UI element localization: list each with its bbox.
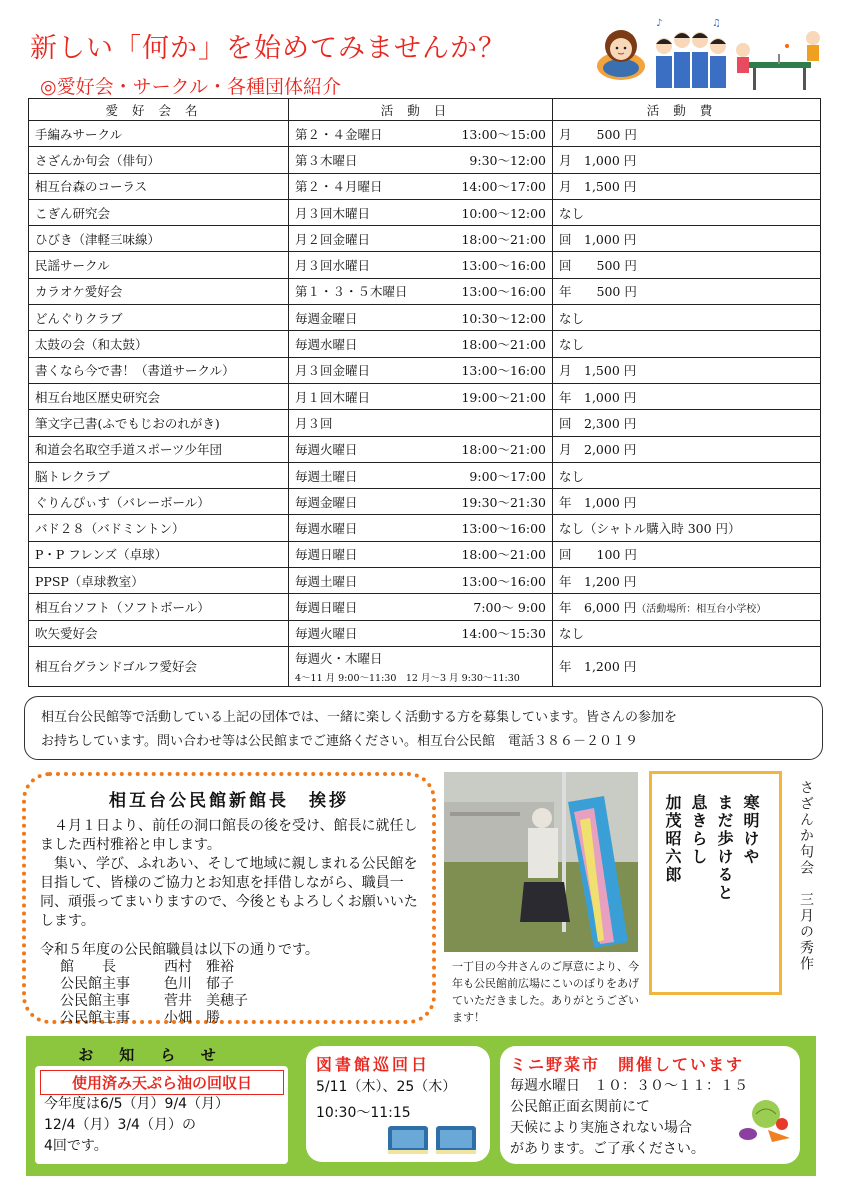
activity-day [289,121,553,147]
table-row [29,410,821,436]
activity-day [289,620,553,646]
activity-day-text: 月３回水曜日 [295,258,371,274]
haiku-line: 息きらし [689,794,708,866]
activity-time: 13:00～16:00 [461,521,546,537]
activity-fee: なし（シャトル購入時 300 円） [553,515,821,541]
activity-day [289,383,553,409]
table-row [29,436,821,462]
header-activity-day: 活動日 [289,99,553,121]
table-row [29,594,821,620]
photo-caption: 一丁目の今井さんのご厚意により、今年も公民館前広場にこいのぼりをあげていただきました。ありがとうございます！ [452,960,639,1024]
club-name: 民謡サークル [29,252,289,278]
table-row [29,147,821,173]
activity-time: 13:00～16:00 [461,258,546,274]
table-row [29,515,821,541]
club-name: カラオケ愛好会 [29,278,289,304]
staff-row: 公民館主事 小畑 勝 [60,1010,220,1026]
recruit-line: お持ちしています。問い合わせ等は公民館までご連絡ください。相互台公民館 電話３８６－２０１９ [41,734,638,749]
activity-time: 13:00～16:00 [461,363,546,379]
table-row [29,305,821,331]
club-name: PPSP（卓球教室） [29,568,289,594]
oshirase-title: お知らせ [78,1046,242,1064]
club-name: 相互台地区歴史研究会 [29,383,289,409]
activity-time: 9:30～12:00 [469,152,546,168]
activity-day [289,147,553,173]
books-icon [384,1120,482,1156]
activity-fee: 月 1,000 円 [553,147,821,173]
club-name: 脳トレクラブ [29,462,289,488]
haiku-author: 加茂昭六郎 [663,794,682,884]
club-name: 相互台森のコーラス [29,173,289,199]
activity-day [289,226,553,252]
haiku-line: 寒明けや [741,794,760,866]
daruma-doll-illustration [593,22,649,82]
activity-fee: 月 500 円 [553,121,821,147]
activity-day [289,568,553,594]
club-name: P・P フレンズ（卓球） [29,541,289,567]
activity-fee: 回 500 円 [553,252,821,278]
activity-time: 7:00～ 9:00 [473,599,546,615]
table-row [29,199,821,225]
table-row [29,620,821,646]
oil-collection-title: 使用済み天ぷら油の回収日 [40,1070,284,1095]
vegetable-market-body: 毎週水曜日 １０：３０～１１：１５ 公民館正面玄関前にて 天候により実施されない場合 があります。ご了承ください。 [510,1078,748,1157]
activity-day-text: 月３回木曜日 [295,205,371,221]
club-name: どんぐりクラブ [29,305,289,331]
activity-time: 19:30～21:30 [461,494,546,510]
activity-day-text: 毎週金曜日 [295,310,358,326]
activity-day-text: 毎週金曜日 [295,494,358,510]
club-table [28,98,821,687]
activity-time: 18:00～21:00 [461,337,546,353]
table-row [29,121,821,147]
club-name: 相互台グランドゴルフ愛好会 [29,646,289,686]
activity-day [289,594,553,620]
activity-day [289,173,553,199]
activity-day [289,515,553,541]
activity-day-text: 毎週土曜日 [295,573,358,589]
table-row [29,331,821,357]
club-name: 筆文字己書(ふでもじおのれがき) [29,410,289,436]
activity-day-text: 月３回 [295,415,333,431]
vegetable-market-title: ミニ野菜市 開催しています [510,1055,745,1074]
activity-fee: 年 1,000 円 [553,383,821,409]
activity-fee: 年 1,200 円 [553,646,821,686]
activity-fee: 年 1,200 円 [553,568,821,594]
table-row [29,568,821,594]
section-subhead: ◎愛好会・サークル・各種団体紹介 [40,76,342,98]
activity-time: 19:00～21:00 [461,389,546,405]
activity-day [289,278,553,304]
table-row [29,252,821,278]
koinobori-photo [444,772,638,952]
activity-fee: 年 500 円 [553,278,821,304]
activity-day-text: 毎週火曜日 [295,626,358,642]
club-name: ひびき（津軽三味線） [29,226,289,252]
header-club-name: 愛好会名 [29,99,289,121]
haiku-caption: さざんか句会 三月の秀作 [798,780,814,972]
activity-time: 9:00～17:00 [469,468,546,484]
activity-fee: なし [553,462,821,488]
activity-day [289,331,553,357]
staff-heading: 令和５年度の公民館職員は以下の通りです。 [40,942,319,958]
activity-day-text: 毎週水曜日 [295,521,358,537]
staff-row: 公民館主事 菅井 美穂子 [60,993,248,1009]
activity-day [289,541,553,567]
director-greeting [22,772,436,1024]
activity-fee: なし [553,620,821,646]
activity-day [289,436,553,462]
greeting-paragraph: 集い、学び、ふれあい、そして地域に親しまれる公民館を目指して、皆様のご協力とお知恵を拝借しながら、職員一同、頑張ってまいりますので、今後ともよろしくお願いいたします。 [40,856,418,929]
activity-fee: 回 1,000 円 [553,226,821,252]
activity-note: （活動場所：相互台小学校） [636,603,767,615]
haiku-text [659,794,763,902]
activity-day [289,489,553,515]
table-tennis-illustration [733,26,825,96]
activity-time: 18:00～21:00 [461,442,546,458]
oil-collection-body: 今年度は6/5（月）9/4（月） 12/4（月）3/4（月）の 4回です。 [44,1096,230,1154]
club-name: ぐりんぴぃす（バレーボール） [29,489,289,515]
activity-time: 13:00～15:00 [461,126,546,142]
activity-day-text: 月２回金曜日 [295,231,371,247]
activity-time: 10:30～12:00 [461,310,546,326]
activity-fee: 年 1,000 円 [553,489,821,515]
activity-fee: 回 2,300 円 [553,410,821,436]
activity-day-text: 毎週土曜日 [295,468,358,484]
activity-day [289,462,553,488]
activity-fee: 月 2,000 円 [553,436,821,462]
library-title: 図書館巡回日 [316,1055,431,1074]
activity-day-text: 毎週日曜日 [295,599,358,615]
header-fee: 活動費 [553,99,821,121]
activity-day-text: 月１回木曜日 [295,389,371,405]
recruit-notice [24,696,823,760]
activity-time: 13:00～16:00 [461,284,546,300]
activity-day-text: 第３木曜日 [295,152,358,168]
activity-day [289,357,553,383]
table-row [29,462,821,488]
table-row [29,173,821,199]
activity-fee: 月 1,500 円 [553,357,821,383]
activity-day [289,410,553,436]
activity-fee: なし [553,305,821,331]
activity-day-text: 毎週火曜日 [295,442,358,458]
club-name: 吹矢愛好会 [29,620,289,646]
table-row [29,357,821,383]
activity-fee: 年 6,000 円（活動場所：相互台小学校） [553,594,821,620]
activity-day-sub: 4～11 月 9:00～11:30 12 月～3 月 9:30～11:30 [295,672,520,684]
activity-day [289,252,553,278]
activity-day-text: 毎週日曜日 [295,547,358,563]
recruit-line: 相互台公民館等で活動している上記の団体では、一緒に楽しく活動する方を募集しています。皆さんの参加を [41,710,677,725]
activity-fee: 月 1,500 円 [553,173,821,199]
club-name: さざんか句会（俳句） [29,147,289,173]
staff-list [60,959,418,1027]
club-name: 手編みサークル [29,121,289,147]
activity-day-main: 毎週火・木曜日 [295,650,383,666]
club-name: 和道会名取空手道スポーツ少年団 [29,436,289,462]
club-name: 書くなら今で書！（書道サークル） [29,357,289,383]
svg-text:♫: ♫ [712,18,721,29]
activity-time: 18:00～21:00 [461,547,546,563]
activity-day [289,646,553,686]
activity-day-text: 第１・３・５木曜日 [295,284,408,300]
table-row [29,226,821,252]
table-row [29,278,821,304]
table-row [29,646,821,686]
activity-day-text: 毎週水曜日 [295,337,358,353]
activity-day-text: 月３回金曜日 [295,363,371,379]
activity-day [289,305,553,331]
activity-time: 14:00～17:00 [461,179,546,195]
activity-time: 18:00～21:00 [461,231,546,247]
table-row [29,541,821,567]
svg-text:♪: ♪ [656,18,663,29]
staff-row: 公民館主事 色川 郁子 [60,976,234,992]
club-name: 太鼓の会（和太鼓） [29,331,289,357]
table-header-row [29,99,821,121]
activity-time: 10:00～12:00 [461,205,546,221]
activity-time: 14:00～15:30 [461,626,546,642]
activity-day-text: 第２・４月曜日 [295,179,383,195]
vegetables-icon [736,1096,796,1148]
activity-time: 13:00～16:00 [461,573,546,589]
staff-row: 館 長 西村 雅裕 [60,959,234,975]
activity-fee: なし [553,331,821,357]
club-name: こぎん研究会 [29,199,289,225]
choir-illustration [652,16,730,92]
activity-day [289,199,553,225]
club-name: 相互台ソフト（ソフトボール） [29,594,289,620]
table-row [29,489,821,515]
activity-fee: 回 100 円 [553,541,821,567]
haiku-line: まだ歩けると [715,794,734,902]
library-time: 10:30～11:15 [316,1105,411,1121]
activity-day-text: 第２・４金曜日 [295,126,383,142]
haiku-box [649,771,782,995]
greeting-title: 相互台公民館新館長 挨拶 [109,791,349,811]
club-name: バド２８（バドミントン） [29,515,289,541]
library-dates: 5/11（木）、25（木） [316,1079,457,1095]
table-row [29,383,821,409]
activity-fee: なし [553,199,821,225]
page-headline: 新しい「何か」を始めてみませんか？ [30,33,506,64]
greeting-paragraph: ４月１日より、前任の洞口館長の後を受け、館長に就任しました西村雅裕と申します。 [40,818,418,853]
